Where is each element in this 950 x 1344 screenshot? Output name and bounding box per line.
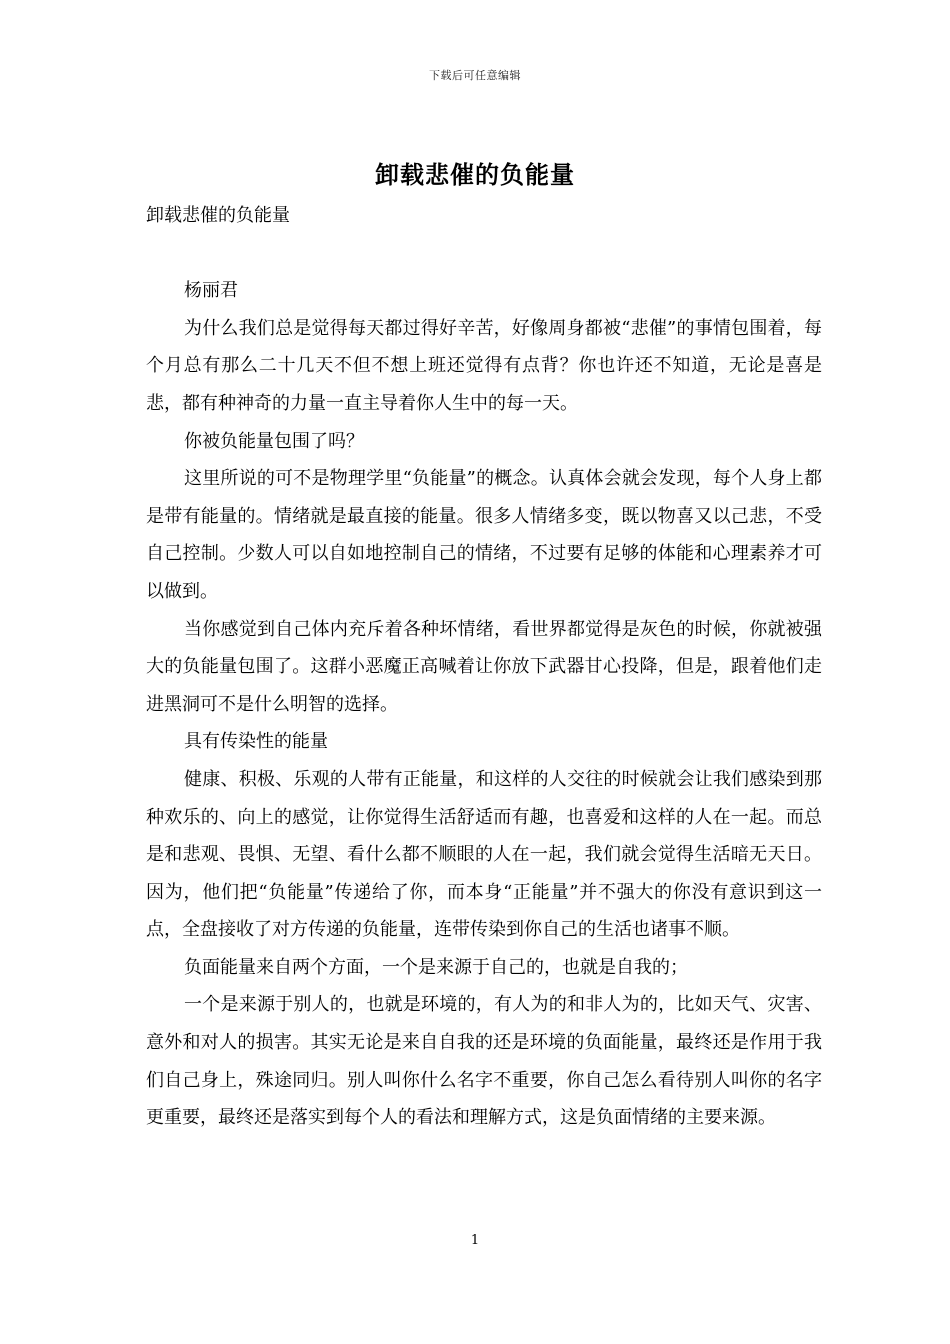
document-body	[146, 197, 822, 1137]
document-title: 卸载悲催的负能量	[375, 160, 575, 189]
page-number: 1	[470, 1233, 480, 1248]
header-note: 下载后可任意编辑	[429, 69, 521, 82]
paragraph: 健康、积极、乐观的人带有正能量，和这样的人交往的时候就会让我们感染到那种欢乐的、向上的感觉，让你觉得生活舒适而有趣，也喜爱和这样的人在一起。而总是和悲观、畏惧、无望、看什么都不顺眼的人在一起，我们就会觉得生活暗无天日。因为，他们把“负能量”传递给了你，而本身“正能量”并不强大的你没有意识到这一点，全盘接收了对方传递的负能量，连带传染到你自己的生活也诸事不顺。	[146, 768, 822, 941]
paragraph: 为什么我们总是觉得每天都过得好辛苦，好像周身都被“悲催”的事情包围着，每个月总有那么二十几天不但不想上班还觉得有点背？你也许还不知道，无论是喜是悲，都有种神奇的力量一直主导着你人生中的每一天。	[146, 317, 822, 414]
section-heading: 你被负能量包围了吗？	[184, 430, 364, 452]
subtitle: 卸载悲催的负能量	[146, 205, 290, 226]
blank-line	[146, 235, 822, 273]
paragraph: 一个是来源于别人的，也就是环境的，有人为的和非人为的，比如天气、灾害、意外和对人的损害。其实无论是来自自我的还是环境的负面能量，最终还是作用于我们自己身上，殊途同归。别人叫你什么名字不重要，你自己怎么看待别人叫你的名字更重要，最终还是落实到每个人的看法和理解方式，这是负面情绪的主要来源。	[146, 994, 822, 1129]
author-name: 杨丽君	[184, 280, 238, 302]
paragraph: 负面能量来自两个方面，一个是来源于自己的，也就是自我的；	[184, 956, 688, 978]
paragraph: 当你感觉到自己体内充斥着各种坏情绪，看世界都觉得是灰色的时候，你就被强大的负能量包围了。这群小恶魔正高喊着让你放下武器甘心投降，但是，跟着他们走进黑洞可不是什么明智的选择。	[146, 618, 822, 715]
section-heading: 具有传染性的能量	[184, 731, 328, 753]
paragraph: 这里所说的可不是物理学里“负能量”的概念。认真体会就会发现，每个人身上都是带有能量的。情绪就是最直接的能量。很多人情绪多变，既以物喜又以己悲，不受自己控制。少数人可以自如地控制自己的情绪，不过要有足够的体能和心理素养才可以做到。	[146, 468, 822, 602]
